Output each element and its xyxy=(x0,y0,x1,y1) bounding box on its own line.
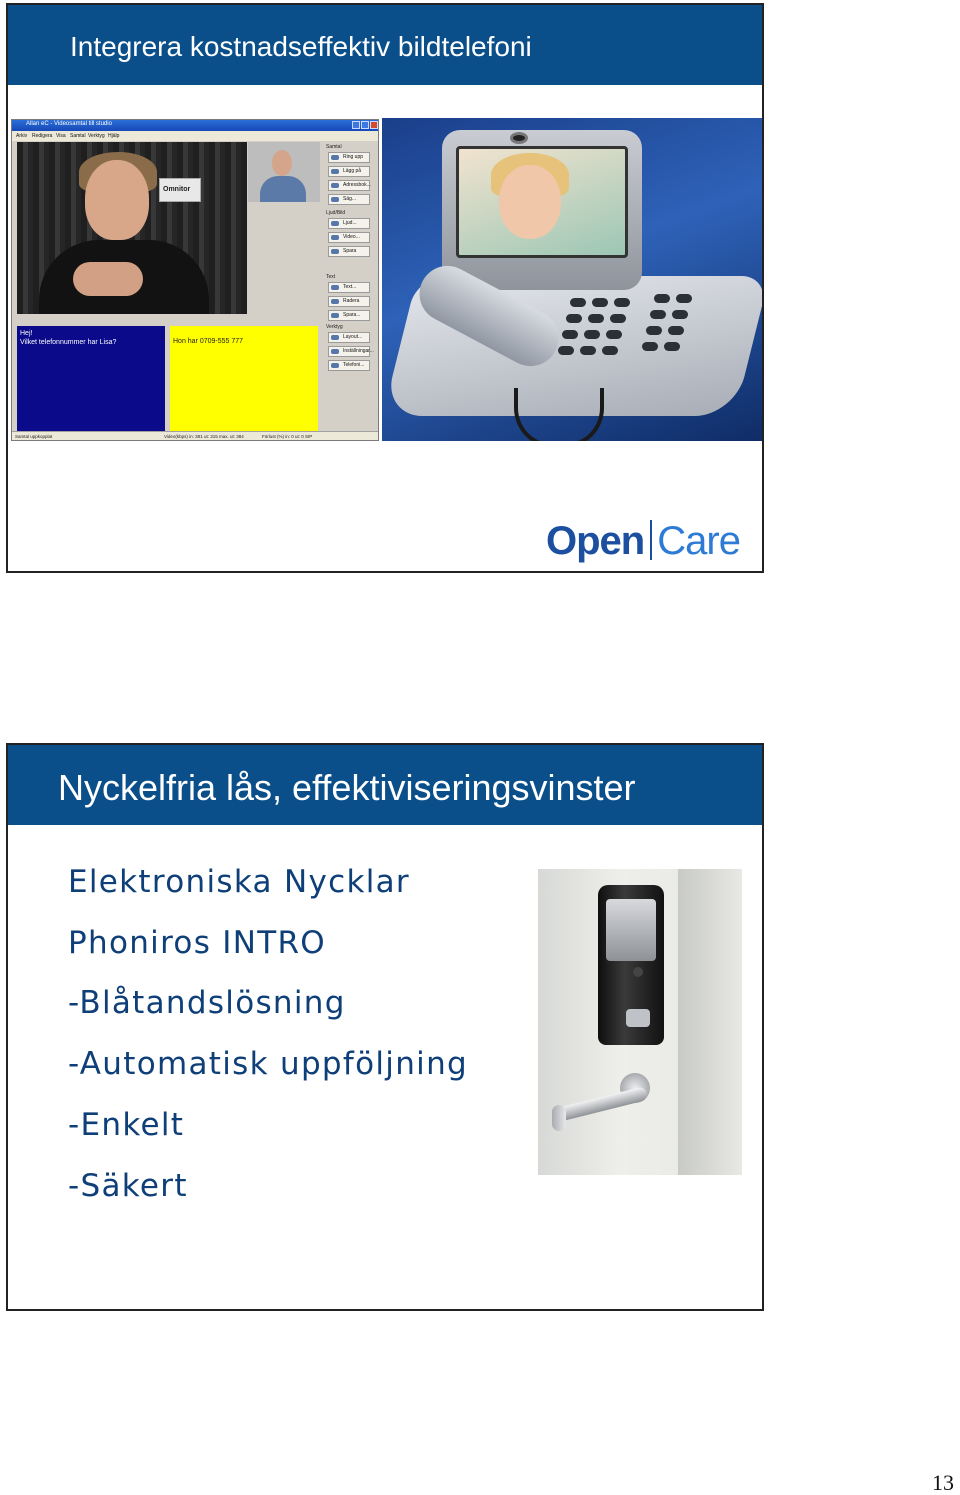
status-text: Samtal uppkopplat xyxy=(15,434,53,439)
menu-item: Redigera xyxy=(32,133,53,139)
door-handle xyxy=(556,1086,649,1122)
side-button: Ljud... xyxy=(328,218,370,229)
sign-board xyxy=(159,178,201,202)
girl-face xyxy=(499,165,561,239)
keypad-key xyxy=(614,298,630,307)
lock-faceplate xyxy=(606,899,656,961)
phone-keypad xyxy=(550,294,730,380)
self-view-head xyxy=(272,150,292,176)
slide-header xyxy=(8,745,762,825)
keypad-key xyxy=(580,346,596,355)
side-button: Radera xyxy=(328,296,370,307)
minimize-icon xyxy=(352,121,360,129)
videophone-app-screenshot xyxy=(11,119,379,441)
side-group-label: Samtal xyxy=(326,144,342,150)
side-button: Layout... xyxy=(328,332,370,343)
incoming-text-panel xyxy=(17,326,165,434)
status-text: Förlust (%) in: 0 ut: 0 SIP xyxy=(262,434,313,439)
slide-title: Integrera kostnadseffektiv bildtelefoni xyxy=(70,31,532,62)
side-button: Spara... xyxy=(328,310,370,321)
keypad-key xyxy=(606,330,622,339)
side-button: Text... xyxy=(328,282,370,293)
phone-cord xyxy=(514,388,604,441)
keypad-key xyxy=(664,342,680,351)
door-handle-end xyxy=(552,1105,566,1131)
electronic-lock-photo xyxy=(538,869,742,1175)
keypad-key xyxy=(672,310,688,319)
side-button: Inställningar... xyxy=(328,346,370,357)
slide-2 xyxy=(6,743,764,1311)
main-video-view xyxy=(17,142,247,314)
close-icon xyxy=(370,121,378,129)
logo-open-text: Open xyxy=(546,519,645,563)
keypad-key xyxy=(562,330,578,339)
side-button: Adressbok... xyxy=(328,180,370,191)
app-menubar xyxy=(12,131,378,141)
keypad-key xyxy=(646,326,662,335)
bullet-line: Phoniros INTRO xyxy=(68,925,327,961)
side-button: Video... xyxy=(328,232,370,243)
keypad-key xyxy=(588,314,604,323)
menu-item: Samtal xyxy=(70,133,86,139)
lock-sensor-icon xyxy=(633,967,643,977)
lock-cylinder xyxy=(626,1009,650,1027)
incoming-text-line: Vilket telefonnummer har Lisa? xyxy=(20,339,117,346)
sign-board-text: Omnitor xyxy=(163,186,191,193)
incoming-text-line: Hej! xyxy=(20,330,33,337)
side-button: Telefoni... xyxy=(328,360,370,371)
app-window-title: Allan eC - Videosamtal till studio xyxy=(26,121,112,127)
self-view-video xyxy=(248,142,320,202)
keypad-key xyxy=(570,298,586,307)
side-button: Lägg på xyxy=(328,166,370,177)
status-text: Video(kbps) in: 381 ut: 315 max. ut: 384 xyxy=(164,434,244,439)
side-group-label: Ljud/Bild xyxy=(326,210,346,216)
outgoing-text-line: Hon har 0709-555 777 xyxy=(173,338,244,345)
keypad-key xyxy=(558,346,574,355)
phone-screen xyxy=(456,146,628,258)
side-group-label: Text xyxy=(326,274,336,280)
bullet-line: -Enkelt xyxy=(68,1107,185,1143)
keypad-key xyxy=(584,330,600,339)
menu-item: Hjälp xyxy=(108,133,120,139)
bullet-line: -Automatisk uppföljning xyxy=(68,1046,468,1082)
menu-item: Visa xyxy=(56,133,66,139)
door-edge xyxy=(678,869,742,1175)
app-status-bar xyxy=(12,431,378,440)
person-head xyxy=(85,160,149,240)
keypad-key xyxy=(650,310,666,319)
keypad-key xyxy=(642,342,658,351)
side-group-label: Verktyg xyxy=(326,324,343,330)
keypad-key xyxy=(602,346,618,355)
app-titlebar xyxy=(12,120,378,131)
person-hand xyxy=(73,262,143,296)
logo-separator xyxy=(650,520,652,560)
bullet-line: -Blåtandslösning xyxy=(68,985,346,1021)
keypad-key xyxy=(592,298,608,307)
side-button: Ring upp xyxy=(328,152,370,163)
slide-header xyxy=(8,5,762,85)
slide-1 xyxy=(6,3,764,573)
keypad-key xyxy=(676,294,692,303)
maximize-icon xyxy=(361,121,369,129)
keypad-key xyxy=(654,294,670,303)
side-button: Säg... xyxy=(328,194,370,205)
keypad-key xyxy=(566,314,582,323)
keypad-key xyxy=(668,326,684,335)
bullet-line: -Säkert xyxy=(68,1168,188,1204)
videophone-photo xyxy=(382,118,764,441)
bullet-line: Elektroniska Nycklar xyxy=(68,864,410,900)
camera-icon xyxy=(510,132,528,144)
keypad-key xyxy=(610,314,626,323)
slide-title: Nyckelfria lås, effektiviseringsvinster xyxy=(58,767,636,808)
menu-item: Arkiv xyxy=(16,133,28,139)
menu-item: Verktyg xyxy=(88,133,105,139)
logo-care-text: Care xyxy=(657,519,740,563)
app-side-panel xyxy=(326,142,376,372)
side-button: Spara xyxy=(328,246,370,257)
opencare-logo xyxy=(546,519,740,565)
page-number: 13 xyxy=(932,1470,954,1495)
outgoing-text-panel xyxy=(170,326,318,434)
self-view-body xyxy=(260,176,306,202)
